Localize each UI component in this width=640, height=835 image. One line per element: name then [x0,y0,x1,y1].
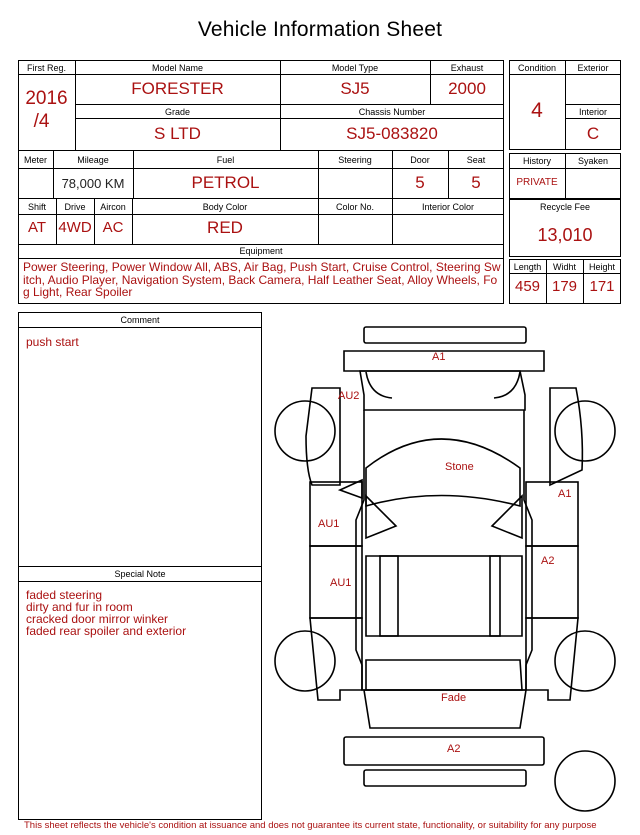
model-type-value: SJ5 [340,79,370,98]
model-name-label: Model Name [151,63,204,73]
damage-right-rear-door: A2 [541,555,555,567]
shift-value: AT [27,219,47,236]
shift-label: Shift [27,202,46,212]
drive-value: 4WD [58,219,92,236]
special-note-list [26,589,256,637]
interior-value: C [586,124,600,143]
length-label: Length [513,262,542,272]
damage-rear-tailgate: Fade [441,692,467,704]
height-label: Height [588,262,615,272]
exterior-label: Exterior [577,63,609,73]
model-type-label: Model Type [331,63,379,73]
seat-value: 5 [471,173,481,192]
disclaimer-footer: This sheet reflects the vehicle's condition at issuance and does not guarantee its current state, functionality, or suitability for any purpose [24,820,597,831]
meter-label: Meter [23,155,47,165]
width-label: Widht [552,262,576,272]
first-reg-year: 2016 [25,88,68,109]
special-note-item: faded steering [26,588,103,602]
interior-label: Interior [578,107,607,117]
special-note-item: faded rear spoiler and exterior [26,624,187,638]
body-color-value: RED [207,218,243,237]
grade-value: S LTD [154,124,201,143]
special-note-item: cracked door mirror winker [26,612,169,626]
length-value: 459 [514,278,541,295]
first-reg-month: /4 [33,111,50,132]
comment-label: Comment [120,315,160,325]
damage-left-front-door: AU1 [318,518,340,530]
mileage-label: Mileage [77,155,109,165]
comment-text: push start [26,335,79,349]
damage-right-front-door: A1 [558,488,572,500]
chassis-number-value: SJ5-083820 [346,124,438,143]
color-no-label: Color No. [335,202,374,212]
damage-front-bumper: A1 [432,351,446,363]
aircon-value: AC [102,219,124,236]
damage-windshield: Stone [445,461,474,473]
damage-front-left-fender: AU2 [338,390,360,402]
chassis-number-label: Chassis Number [358,107,426,117]
first-reg-label: First Reg. [26,63,66,73]
equipment-value: Power Steering, Power Window All, ABS, Air Bag, Push Start, Cruise Control, Steering Switch, Audio Player, Navigation System, Back Camera, Half Leather Seat, Alloy Wheels, Fog Light, Rear Spoiler [23,261,501,299]
door-value: 5 [415,173,425,192]
fuel-label: Fuel [216,155,235,165]
condition-value: 4 [531,99,543,122]
door-label: Door [410,155,430,165]
equipment-label: Equipment [239,246,283,256]
aircon-label: Aircon [100,202,126,212]
damage-rear-bumper: A2 [447,743,461,755]
height-value: 171 [589,278,615,295]
interior-color-label: Interior Color [421,202,475,212]
width-value: 179 [551,278,578,295]
body-color-label: Body Color [202,202,248,212]
recycle-fee-label: Recycle Fee [539,202,591,212]
special-note-label: Special Note [114,569,166,579]
condition-label: Condition [517,63,557,73]
exhaust-label: Exhaust [450,63,484,73]
mileage-value: 78,000 KM [61,176,125,191]
fuel-value: PETROL [191,173,260,192]
damage-left-rear-door: AU1 [330,577,352,589]
special-note-item: dirty and fur in room [26,600,133,614]
model-name-value: FORESTER [131,79,224,98]
history-value: PRIVATE [516,177,558,188]
history-label: History [522,156,551,166]
recycle-fee-value: 13,010 [537,225,593,245]
seat-label: Seat [466,155,486,165]
exhaust-value: 2000 [448,79,486,98]
syaken-label: Syaken [577,156,609,166]
sheet-title: Vehicle Information Sheet [197,18,443,41]
steering-label: Steering [338,155,372,165]
drive-label: Drive [64,202,86,212]
grade-label: Grade [164,107,190,117]
